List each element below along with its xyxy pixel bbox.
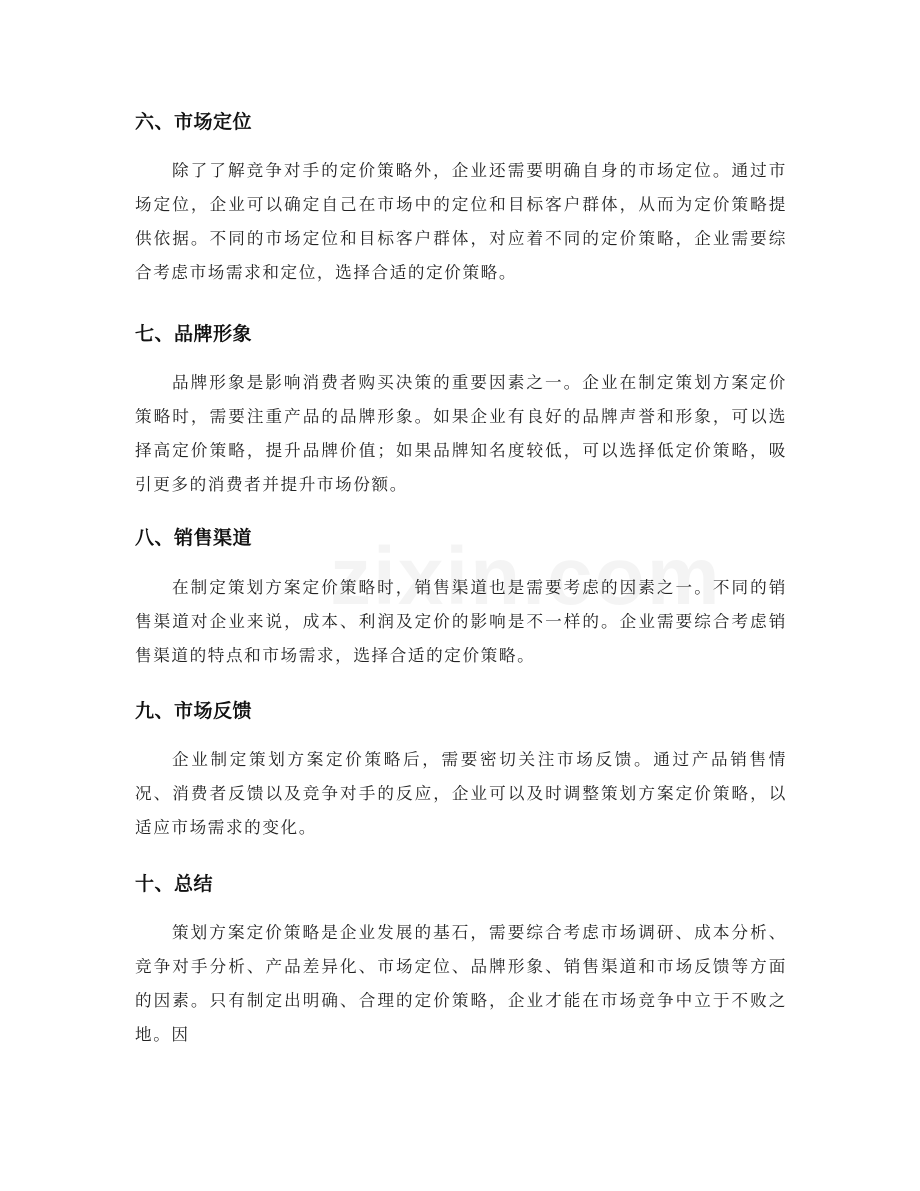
section-body-market-feedback: 企业制定策划方案定价策略后，需要密切关注市场反馈。通过产品销售情况、消费者反馈以及竞争对手的反应，企业可以及时调整策划方案定价策略，以适应市场需求的变化。 xyxy=(135,750,787,837)
section-body-sales-channels: 在制定策划方案定价策略时，销售渠道也是需要考虑的因素之一。不同的销售渠道对企业来说，成本、利润及定价的影响是不一样的。企业需要综合考虑销售渠道的特点和市场需求，选择合适的定价策略。 xyxy=(135,578,787,665)
section-title-brand-image: 七、品牌形象 xyxy=(135,323,253,345)
section-title-market-positioning: 六、市场定位 xyxy=(135,111,253,133)
section-title-market-feedback: 九、市场反馈 xyxy=(135,700,253,722)
section-body-summary: 策划方案定价策略是企业发展的基石，需要综合考虑市场调研、成本分析、竞争对手分析、产品差异化、市场定位、品牌形象、销售渠道和市场反馈等方面的因素。只有制定出明确、合理的定价策略，企业才能在市场竞争中立于不败之地。因 xyxy=(135,923,787,1044)
section-title-summary: 十、总结 xyxy=(135,873,214,895)
section-body-brand-image: 品牌形象是影响消费者购买决策的重要因素之一。企业在制定策划方案定价策略时，需要注重产品的品牌形象。如果企业有良好的品牌声誉和形象，可以选择高定价策略，提升品牌价值；如果品牌知名度较低，可以选择低定价策略，吸引更多的消费者并提升市场份额。 xyxy=(135,373,787,494)
section-title-sales-channels: 八、销售渠道 xyxy=(135,527,253,549)
section-body-market-positioning: 除了了解竞争对手的定价策略外，企业还需要明确自身的市场定位。通过市场定位，企业可以确定自己在市场中的定位和目标客户群体，从而为定价策略提供依据。不同的市场定位和目标客户群体，对应着不同的定价策略，企业需要综合考虑市场需求和定位，选择合适的定价策略。 xyxy=(135,161,787,282)
